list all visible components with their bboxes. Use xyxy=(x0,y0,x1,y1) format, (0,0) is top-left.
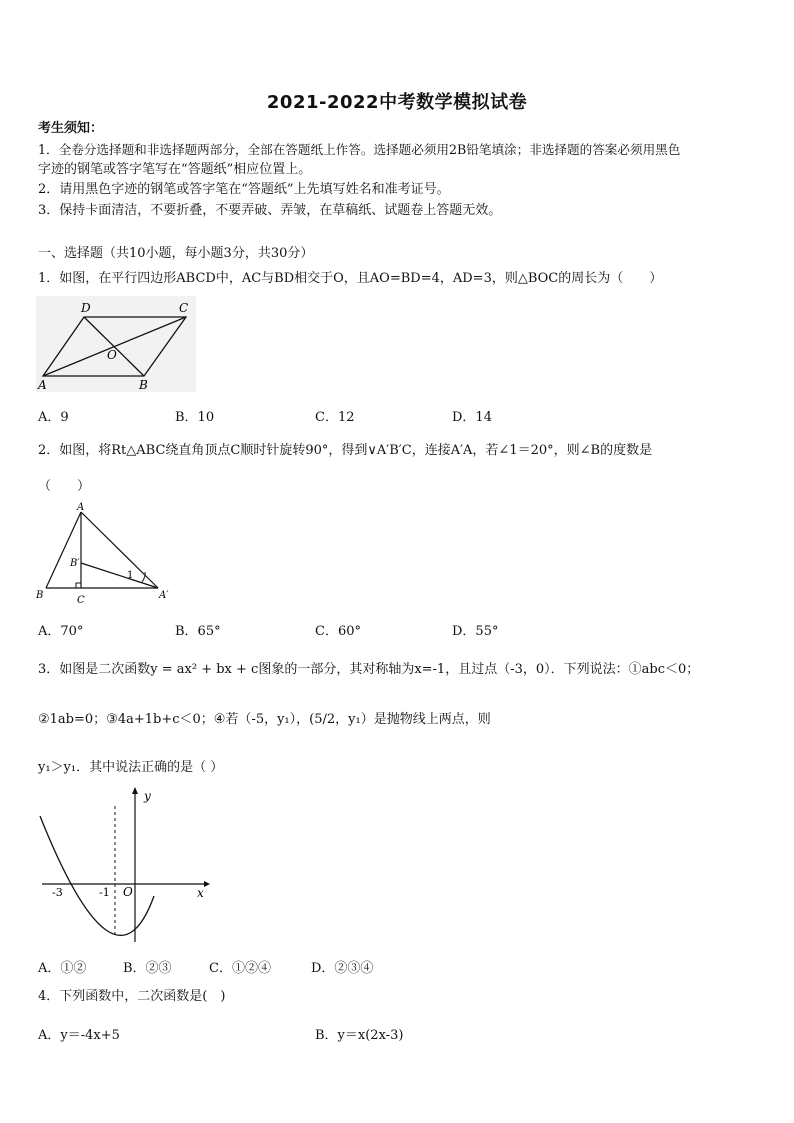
q2-label-b-prime: B′ xyxy=(70,558,80,569)
q2-segment-aap xyxy=(81,512,158,588)
q3-line-3: y₁＞y₁．其中说法正确的是（ ） xyxy=(38,760,224,775)
q1-label-o: O xyxy=(107,348,117,362)
q4-option-b[interactable]: B．y＝x(2x-3) xyxy=(315,1028,404,1043)
q1-stem: 1．如图，在平行四边形ABCD中，AC与BD相交于O，且AO=BD=4，AD=3，则△BOC的周长为（ ） xyxy=(38,271,663,286)
q2-paren: （ ） xyxy=(38,479,91,494)
q3-x-axis-arrow xyxy=(204,881,210,887)
q3-parabola-curve xyxy=(40,816,154,935)
q1-parallelogram-figure xyxy=(36,296,196,392)
q1-option-d[interactable]: D．14 xyxy=(452,410,492,425)
q4-option-a[interactable]: A．y＝-4x+5 xyxy=(38,1028,120,1043)
q3-label-x: x xyxy=(197,886,204,900)
q2-option-a[interactable]: A．70° xyxy=(38,624,84,639)
q2-label-angle-1: 1 xyxy=(127,570,134,581)
q3-option-a[interactable]: A．①② xyxy=(38,961,87,976)
notice-item-3: 3．保持卡面清洁，不要折叠，不要弄破、弄皱，在草稿纸、试题卷上答题无效。 xyxy=(38,203,502,218)
q1-label-a: A xyxy=(38,378,47,392)
q2-label-a-prime: A′ xyxy=(159,590,169,601)
page-title: 2021-2022中考数学模拟试卷 xyxy=(266,92,528,113)
q2-label-a: A xyxy=(77,502,85,513)
q3-label-origin: O xyxy=(123,885,133,899)
q3-parabola-figure xyxy=(34,784,214,946)
q3-label-y: y xyxy=(144,789,151,803)
q1-option-a[interactable]: A．9 xyxy=(38,410,69,425)
q1-option-c[interactable]: C．12 xyxy=(315,410,355,425)
q1-label-b: B xyxy=(139,378,148,392)
notice-heading: 考生须知： xyxy=(38,121,104,136)
q1-figure-background xyxy=(36,296,196,392)
q2-segment-bpap xyxy=(81,563,158,588)
q3-line-1: 3．如图是二次函数y = ax² + bx + c图象的一部分，其对称轴为x=-1，且过点（-3，0）．下列说法：①abc＜0； xyxy=(38,662,700,677)
q2-option-b[interactable]: B．65° xyxy=(175,624,221,639)
q1-label-c: C xyxy=(179,301,189,315)
notice-item-2: 2．请用黑色字迹的钢笔或答字笔在“答题纸”上先填写姓名和准考证号。 xyxy=(38,182,450,197)
q2-right-angle-mark xyxy=(76,583,81,588)
q3-option-b[interactable]: B．②③ xyxy=(123,961,172,976)
q3-option-d[interactable]: D．②③④ xyxy=(311,961,374,976)
q2-option-d[interactable]: D．55° xyxy=(452,624,499,639)
q2-option-c[interactable]: C．60° xyxy=(315,624,361,639)
q3-label-minus-3: -3 xyxy=(52,886,63,899)
q3-label-minus-1: -1 xyxy=(99,886,110,899)
q3-option-c[interactable]: C．①②④ xyxy=(209,961,271,976)
q1-option-b[interactable]: B．10 xyxy=(175,410,215,425)
q3-y-axis-arrow xyxy=(132,787,138,794)
notice-item-1-line-2: 字迹的钢笔或答字笔写在“答题纸”相应位置上。 xyxy=(38,162,312,177)
notice-item-1-line-1: 1．全卷分选择题和非选择题两部分，全部在答题纸上作答。选择题必须用2B铅笔填涂；非选择题的答案必须用黑色 xyxy=(38,142,681,157)
q2-label-c: C xyxy=(77,595,85,606)
q2-side-ab xyxy=(46,512,81,588)
q1-label-d: D xyxy=(81,301,91,315)
q2-triangle-figure xyxy=(34,500,184,608)
q4-stem: 4．下列函数中，二次函数是( ) xyxy=(38,989,226,1004)
q2-stem: 2．如图，将Rt△ABC绕直角顶点C顺时针旋转90°，得到∨A′B′C，连接A′A，若∠1＝20°，则∠B的度数是 xyxy=(38,443,653,458)
q3-line-2: ②1ab=0；③4a+1b+c＜0；④若（-5，y₁），(5/2，y₁）是抛物线上两点，则 xyxy=(38,712,491,727)
q2-label-b: B xyxy=(36,590,44,601)
section-heading: 一、选择题（共10小题，每小题3分，共30分） xyxy=(38,246,314,261)
